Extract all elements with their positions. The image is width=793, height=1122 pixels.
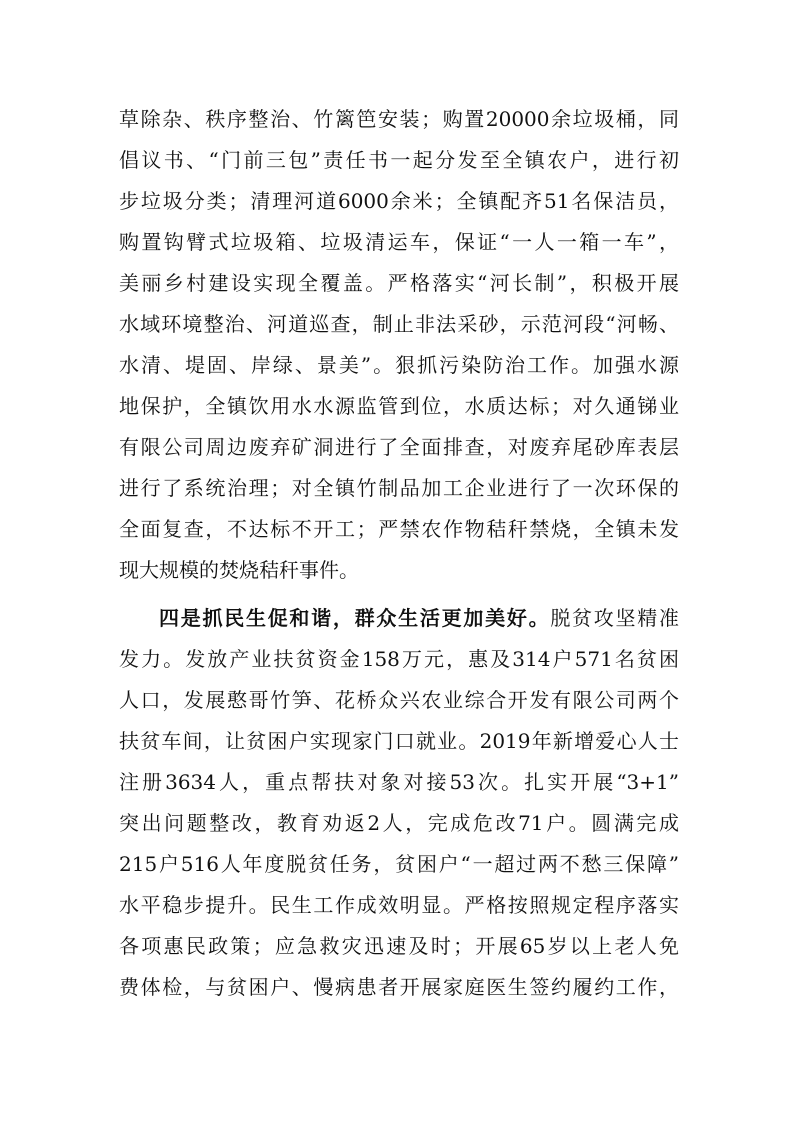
text-line: 美丽乡村建设实现全覆盖。严格落实“河长制”，积极开展 bbox=[119, 271, 679, 295]
text-line: 全面复查，不达标不开工；严禁农作物秸秆禁烧，全镇未发 bbox=[119, 517, 679, 541]
text-line: 地保护，全镇饮用水水源监管到位，水质达标；对久通锑业 bbox=[119, 394, 679, 418]
text-line: 发力。发放产业扶贫资金158万元，惠及314户571名贫困 bbox=[119, 647, 679, 671]
text-line: 步垃圾分类；清理河道6000余米；全镇配齐51名保洁员， bbox=[119, 189, 679, 213]
text-line: 进行了系统治理；对全镇竹制品加工企业进行了一次环保的 bbox=[119, 476, 679, 500]
text-line: 购置钩臂式垃圾箱、垃圾清运车，保证“一人一箱一车”， bbox=[119, 230, 679, 254]
text-line: 草除杂、秩序整治、竹篱笆安装；购置20000余垃圾桶，同 bbox=[119, 107, 679, 131]
paragraph-heading: 四是抓民生促和谐，群众生活更加美好。 bbox=[159, 606, 551, 630]
text-line: 注册3634人，重点帮扶对象对接53次。扎实开展“3+1” bbox=[119, 770, 679, 794]
heading-continuation: 脱贫攻坚精准 bbox=[550, 606, 680, 630]
text-line: 突出问题整改，教育劝返2人，完成危改71户。圆满完成 bbox=[119, 811, 679, 835]
paragraph-first-line bbox=[159, 600, 679, 636]
text-line: 扶贫车间，让贫困户实现家门口就业。2019年新增爱心人士 bbox=[119, 729, 679, 753]
text-line: 有限公司周边废弃矿洞进行了全面排查，对废弃尾砂库表层 bbox=[119, 435, 679, 459]
text-line: 水域环境整治、河道巡查，制止非法采砂，示范河段“河畅、 bbox=[119, 312, 679, 336]
text-line: 水清、堤固、岸绿、景美”。狠抓污染防治工作。加强水源 bbox=[119, 353, 679, 377]
text-line: 费体检，与贫困户、慢病患者开展家庭医生签约履约工作， bbox=[119, 975, 679, 999]
text-line: 人口，发展憨哥竹笋、花桥众兴农业综合开发有限公司两个 bbox=[119, 688, 679, 712]
text-line: 倡议书、“门前三包”责任书一起分发至全镇农户，进行初 bbox=[119, 148, 679, 172]
text-line: 水平稳步提升。民生工作成效明显。严格按照规定程序落实 bbox=[119, 893, 679, 917]
text-line: 各项惠民政策；应急救灾迅速及时；开展65岁以上老人免 bbox=[119, 934, 679, 958]
text-line: 现大规模的焚烧秸秆事件。 bbox=[119, 558, 359, 582]
text-line: 215户516人年度脱贫任务，贫困户“一超过两不愁三保障” bbox=[119, 852, 679, 876]
